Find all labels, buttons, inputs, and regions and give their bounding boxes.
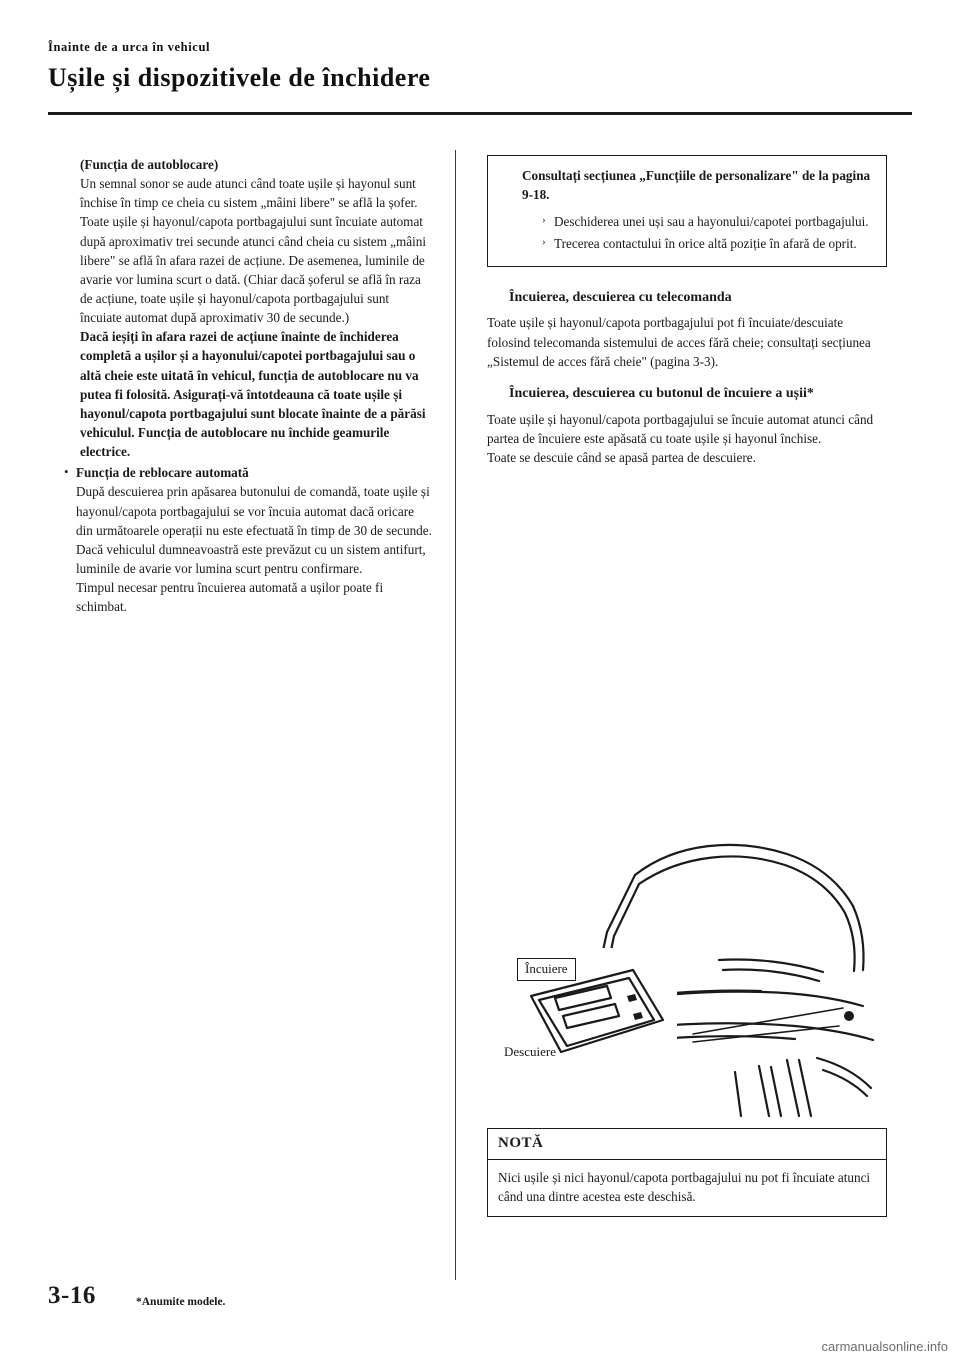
callout-lead: Consultați secțiunea „Funcțiile de personalizare" de la pagina 9-18. [522, 168, 871, 203]
callout-bullet-list [542, 212, 872, 253]
heading-autoblocare: (Funcția de autoblocare) [80, 157, 219, 172]
right-column [487, 155, 887, 467]
column-divider [455, 150, 456, 1280]
paragraph-autoblocare-2: Toate ușile și hayonul/capota portbagajului sunt încuiate automat după aproximativ trei secunde atunci când cheia cu sistem „mâini libere" se află în afara razei de acțiune. De asemenea, luminile de avarie vor lumina scurt o dată. (Chiar dacă șoferul se află în raza de acțiune, toate ușile și hayonul/capota portbagajului sunt încuiate automat după aproximativ 30 de secunde.) [80, 214, 427, 326]
bullet-marker-icon: • [64, 464, 69, 480]
bullet-marker-icon: › [542, 214, 546, 227]
paragraph-autoblocare-warning: Dacă ieșiți în afara razei de acțiune înainte de închiderea completă a ușilor și a hayonului/capotei portbagajului sau o altă cheie este uitată în vehicul, funcția de autoblocare nu va putea fi folosită. Asigurați-vă întotdeauna că toate ușile și hayonul/capota portbagajului sunt blocate înainte de a părăsi vehiculul. Funcția de autoblocare nu închide geamurile electrice. [80, 329, 426, 460]
section-title-telecomanda: Încuierea, descuierea cu telecomanda [509, 289, 732, 305]
page-title: Ușile și dispozitivele de închidere [48, 63, 431, 92]
note-body: Nici ușile și nici hayonul/capota portbagajului nu pot fi încuiate atunci când una dintre acestea este deschisă. [498, 1170, 871, 1205]
callout-bullet-text: Deschiderea unei uși sau a hayonului/capotei portbagajului. [554, 214, 869, 230]
label-unlock: Descuiere [504, 1044, 556, 1059]
bullet-reblocare-title: Funcția de reblocare automată [76, 465, 249, 481]
note-box [487, 1128, 887, 1217]
footnote: *Anumite modele. [136, 1296, 226, 1308]
section-body-telecomanda: Toate ușile și hayonul/capota portbagajului pot fi încuiate/descuiate folosind telecomanda sistemului de acces fără cheie; consultați secțiunea „Sistemul de acces fără cheie" (pagina 3-3). [487, 315, 871, 369]
section-body-buton-incuiere-1: Toate ușile și hayonul/capota portbagajului se încuie automat atunci când partea de încuiere este apăsată cu toate ușile și hayonul închise. [487, 411, 874, 446]
page-header [48, 40, 912, 93]
callout-box [487, 155, 887, 267]
bullet-reblocare [64, 463, 432, 616]
watermark: carmanualsonline.info [821, 1339, 948, 1354]
bullet-marker-icon: › [542, 236, 546, 249]
door-lock-illustration [487, 820, 887, 1120]
left-column [62, 155, 432, 616]
callout-bullet-item [542, 234, 872, 253]
header-eyebrow: Înainte de a urca în vehicul [48, 40, 211, 54]
section-title-buton-incuiere: Încuierea, descuierea cu butonul de încuiere a ușii* [509, 385, 814, 401]
page-number: 3-16 [48, 1282, 96, 1309]
section-body-buton-incuiere-2: Toate se descuie când se apasă partea de descuiere. [487, 450, 756, 466]
callout-bullet-text: Trecerea contactului în orice altă poziție în afară de oprit. [554, 236, 857, 252]
bullet-reblocare-body [76, 463, 432, 616]
label-lock: Încuiere [517, 958, 576, 981]
callout-bullet-item [542, 212, 872, 231]
paragraph-reblocare-1: După descuierea prin apăsarea butonului de comandă, toate ușile și hayonul/capota portbagajului se vor încuia automat dacă oricare din următoarele operații nu este efectuată în timp de 30 de secunde. Dacă vehiculul dumneavoastră este prevăzut cu un sistem antifurt, luminile de avarie vor lumina scurt pentru confirmare. [76, 484, 432, 576]
header-divider [48, 112, 912, 115]
paragraph-autoblocare-1: Un semnal sonor se aude atunci când toate ușile și hayonul sunt închise în timp ce cheia cu sistem „mâini libere" se află la șofer. [80, 176, 418, 211]
note-title: NOTĂ [488, 1129, 886, 1160]
paragraph-reblocare-2: Timpul necesar pentru încuierea automată a ușilor poate fi schimbat. [76, 580, 384, 615]
